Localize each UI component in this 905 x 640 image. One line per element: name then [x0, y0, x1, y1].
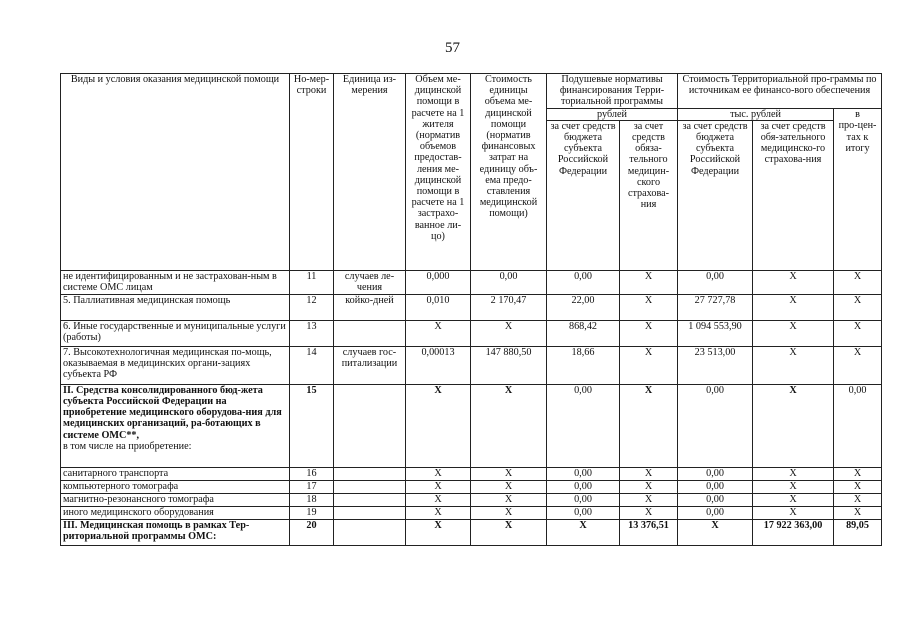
row-unit [334, 320, 406, 346]
row-name: магнитно-резонансного томографа [61, 493, 290, 506]
row-pc-oms: X [620, 493, 678, 506]
row-volume: X [406, 519, 471, 545]
row-c-oms: X [753, 493, 834, 506]
row-name: не идентифицированным и не застрахован-ным в системе ОМС лицам [61, 270, 290, 294]
row-c-budget: X [678, 519, 753, 545]
row-name: иного медицинского оборудования [61, 506, 290, 519]
row-unit [334, 467, 406, 480]
row-c-budget: 23 513,00 [678, 346, 753, 384]
row-volume: X [406, 384, 471, 467]
row-line: 20 [290, 519, 334, 545]
row-unit [334, 480, 406, 493]
row-volume: X [406, 320, 471, 346]
financing-table [60, 73, 882, 546]
row-volume: 0,010 [406, 294, 471, 320]
row-c-oms: X [753, 384, 834, 467]
header-percapita-unit: рублей [547, 108, 678, 120]
row-line: 19 [290, 506, 334, 519]
row-c-oms: X [753, 294, 834, 320]
row-pc-oms: X [620, 294, 678, 320]
header-percapita-group: Подушевые нормативы финансирования Терри-ториальной программы [547, 74, 678, 109]
row-name: 7. Высокотехнологичная медицинская по-мощь, оказываемая в медицинских органи-зациях субъекта РФ [61, 346, 290, 384]
row-unit [334, 384, 406, 467]
row-c-oms: X [753, 506, 834, 519]
header-cost-pct: про-цен-тах к итогу [834, 120, 882, 270]
row-line: 12 [290, 294, 334, 320]
header-cost-pct-label: в [834, 108, 882, 120]
row-unit: койко-дней [334, 294, 406, 320]
row-c-pct: X [834, 480, 882, 493]
header-percapita-oms: за счет средств обяза-тельного медицин-ского страхова-ния [620, 120, 678, 270]
row-pc-budget: 18,66 [547, 346, 620, 384]
row-c-budget: 0,00 [678, 506, 753, 519]
row-name-title: II. Средства консолидированного бюд-жета субъекта Российской Федерации на приобретение медицинского оборудова-ния для медицинских организаций, ра-ботающих в системе ОМС**, [63, 384, 282, 441]
table-row [61, 467, 882, 480]
row-volume: X [406, 467, 471, 480]
row-pc-budget: 0,00 [547, 506, 620, 519]
row-name: компьютерного томографа [61, 480, 290, 493]
header-row-1 [61, 74, 882, 109]
row-c-pct: X [834, 493, 882, 506]
row-pc-budget: 0,00 [547, 480, 620, 493]
row-c-oms: X [753, 270, 834, 294]
row-pc-oms: X [620, 467, 678, 480]
row-c-budget: 0,00 [678, 480, 753, 493]
table-row [61, 294, 882, 320]
row-c-pct: X [834, 506, 882, 519]
row-name: III. Медицинская помощь в рамках Тер-риториальной программы ОМС: [61, 519, 290, 545]
row-cost: X [471, 480, 547, 493]
row-pc-oms: X [620, 506, 678, 519]
row-volume: X [406, 480, 471, 493]
row-unit [334, 506, 406, 519]
row-c-oms: X [753, 480, 834, 493]
row-c-pct: 89,05 [834, 519, 882, 545]
row-line: 15 [290, 384, 334, 467]
row-name: санитарного транспорта [61, 467, 290, 480]
row-c-oms: X [753, 346, 834, 384]
row-pc-oms: X [620, 346, 678, 384]
row-cost: X [471, 493, 547, 506]
row-name-tail: в том числе на приобретение: [63, 440, 192, 452]
row-unit: случаев гос-питализации [334, 346, 406, 384]
row-c-oms: X [753, 467, 834, 480]
row-cost: 2 170,47 [471, 294, 547, 320]
row-unit [334, 519, 406, 545]
header-percapita-budget: за счет средств бюджета субъекта Российской Федерации [547, 120, 620, 270]
row-c-budget: 0,00 [678, 384, 753, 467]
row-name: 5. Паллиативная медицинская помощь [61, 294, 290, 320]
row-c-budget: 0,00 [678, 467, 753, 480]
row-unit: случаев ле-чения [334, 270, 406, 294]
header-cost-unit: тыс. рублей [678, 108, 834, 120]
table-row [61, 320, 882, 346]
row-cost: X [471, 519, 547, 545]
row-line: 18 [290, 493, 334, 506]
table-row [61, 270, 882, 294]
row-c-budget: 27 727,78 [678, 294, 753, 320]
table-row [61, 346, 882, 384]
header-cost-oms: за счет средств обя-зательного медицинско-го страхова-ния [753, 120, 834, 270]
row-line: 17 [290, 480, 334, 493]
row-c-pct: X [834, 467, 882, 480]
row-cost: 0,00 [471, 270, 547, 294]
row-cost: X [471, 384, 547, 467]
row-pc-oms: 13 376,51 [620, 519, 678, 545]
row-c-budget: 1 094 553,90 [678, 320, 753, 346]
row-c-pct: 0,00 [834, 384, 882, 467]
row-pc-oms: X [620, 480, 678, 493]
row-pc-oms: X [620, 320, 678, 346]
row-c-oms: X [753, 320, 834, 346]
header-type: Виды и условия оказания медицинской помощи [61, 74, 290, 271]
row-cost: X [471, 467, 547, 480]
table-row [61, 480, 882, 493]
row-volume: X [406, 493, 471, 506]
row-volume: X [406, 506, 471, 519]
row-pc-budget: 0,00 [547, 467, 620, 480]
header-cost-budget: за счет средств бюджета субъекта Российской Федерации [678, 120, 753, 270]
row-name [61, 384, 290, 467]
row-c-budget: 0,00 [678, 270, 753, 294]
page-number: 57 [445, 40, 460, 56]
row-pc-budget: 0,00 [547, 270, 620, 294]
row-pc-budget: 868,42 [547, 320, 620, 346]
row-cost: 147 880,50 [471, 346, 547, 384]
table-row [61, 384, 882, 467]
row-name: 6. Иные государственные и муниципальные услуги (работы) [61, 320, 290, 346]
row-cost: X [471, 320, 547, 346]
row-line: 14 [290, 346, 334, 384]
header-unit: Единица из-мерения [334, 74, 406, 271]
row-volume: 0,000 [406, 270, 471, 294]
row-line: 16 [290, 467, 334, 480]
table-row [61, 506, 882, 519]
table-row [61, 519, 882, 545]
row-pc-budget: 0,00 [547, 384, 620, 467]
row-pc-oms: X [620, 270, 678, 294]
row-pc-budget: X [547, 519, 620, 545]
row-c-pct: X [834, 270, 882, 294]
row-c-budget: 0,00 [678, 493, 753, 506]
row-c-pct: X [834, 320, 882, 346]
header-cost-group: Стоимость Территориальной про-граммы по источникам ее финансо-вого обеспечения [678, 74, 882, 109]
row-cost: X [471, 506, 547, 519]
row-line: 13 [290, 320, 334, 346]
row-c-oms: 17 922 363,00 [753, 519, 834, 545]
row-c-pct: X [834, 346, 882, 384]
header-volume: Объем ме-дицинской помощи в расчете на 1 жителя (норматив объемов предостав-ления ме-дицинской помощи в расчете на 1 застрахо-ванное ли-цо) [406, 74, 471, 271]
row-c-pct: X [834, 294, 882, 320]
row-pc-oms: X [620, 384, 678, 467]
header-cost: Стоимость единицы объема ме-дицинской помощи (норматив финансовых затрат на единицу объ-ема предо-ставления медицинской помощи) [471, 74, 547, 271]
row-pc-budget: 22,00 [547, 294, 620, 320]
header-line: Но-мер-строки [290, 74, 334, 271]
table-row [61, 493, 882, 506]
row-pc-budget: 0,00 [547, 493, 620, 506]
row-volume: 0,00013 [406, 346, 471, 384]
row-line: 11 [290, 270, 334, 294]
row-unit [334, 493, 406, 506]
